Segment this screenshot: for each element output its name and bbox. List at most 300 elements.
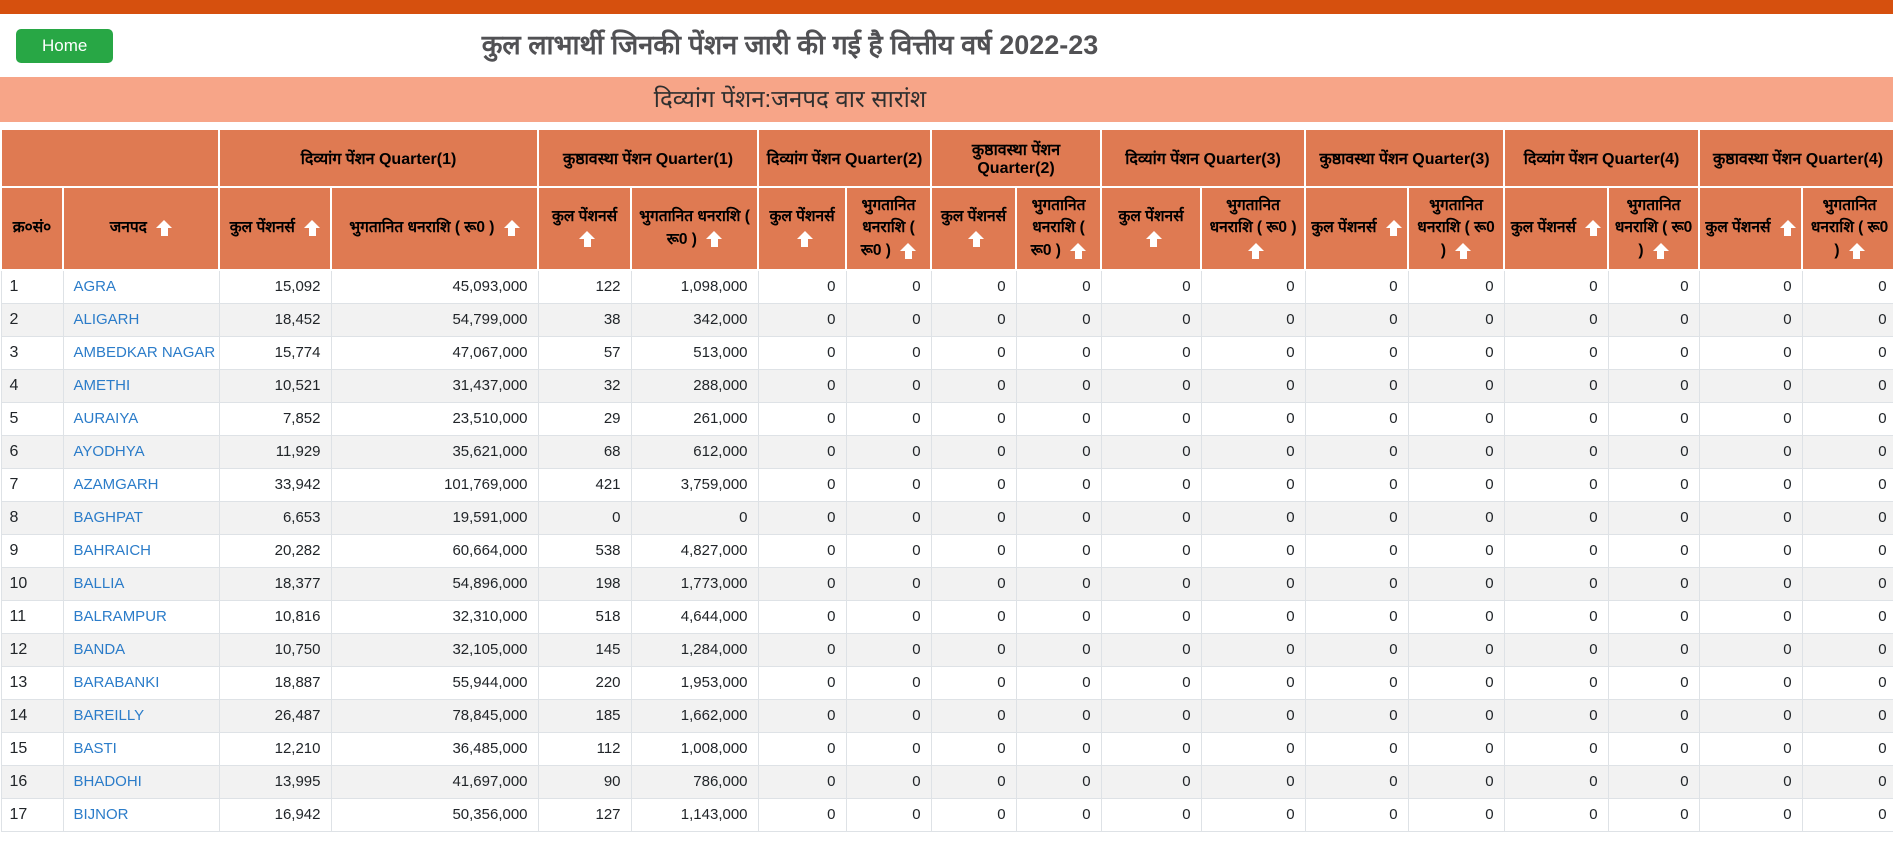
value-cell: 0 bbox=[931, 633, 1016, 666]
serial-cell: 8 bbox=[1, 501, 63, 534]
district-cell bbox=[63, 732, 219, 765]
serial-cell: 2 bbox=[1, 303, 63, 336]
value-cell: 26,487 bbox=[219, 699, 331, 732]
district-cell bbox=[63, 402, 219, 435]
value-cell: 19,591,000 bbox=[331, 501, 538, 534]
value-cell: 0 bbox=[1699, 765, 1802, 798]
value-cell: 185 bbox=[538, 699, 631, 732]
value-cell: 0 bbox=[1699, 600, 1802, 633]
value-cell: 0 bbox=[1504, 303, 1608, 336]
group-header-quarter-5: दिव्यांग पेंशन Quarter(3) bbox=[1101, 129, 1305, 187]
value-cell: 0 bbox=[1408, 270, 1504, 303]
value-cell: 0 bbox=[1802, 501, 1893, 534]
sort-arrow-icon bbox=[706, 231, 722, 247]
value-cell: 0 bbox=[1608, 534, 1699, 567]
value-cell: 18,887 bbox=[219, 666, 331, 699]
value-cell: 18,452 bbox=[219, 303, 331, 336]
value-cell: 36,485,000 bbox=[331, 732, 538, 765]
value-cell: 0 bbox=[758, 732, 846, 765]
value-cell: 0 bbox=[846, 270, 931, 303]
value-cell: 0 bbox=[1408, 402, 1504, 435]
value-cell: 0 bbox=[1504, 765, 1608, 798]
sort-arrow-icon bbox=[797, 231, 813, 247]
value-cell: 0 bbox=[1699, 666, 1802, 699]
group-header-quarter-7: दिव्यांग पेंशन Quarter(4) bbox=[1504, 129, 1699, 187]
value-cell: 0 bbox=[1408, 633, 1504, 666]
value-cell: 0 bbox=[1699, 336, 1802, 369]
sort-arrow-icon bbox=[579, 231, 595, 247]
value-cell: 23,510,000 bbox=[331, 402, 538, 435]
table-row bbox=[1, 369, 1893, 402]
value-cell: 0 bbox=[1504, 798, 1608, 831]
value-cell: 1,284,000 bbox=[631, 633, 758, 666]
value-cell: 0 bbox=[1408, 534, 1504, 567]
table-row bbox=[1, 534, 1893, 567]
value-cell: 0 bbox=[1699, 402, 1802, 435]
value-cell: 0 bbox=[1201, 435, 1305, 468]
table-row bbox=[1, 468, 1893, 501]
value-cell: 612,000 bbox=[631, 435, 758, 468]
col-header-amount-4[interactable]: भुगतानित धनराशि ( रू0 ) bbox=[1016, 187, 1101, 270]
col-header-pensioners-8[interactable]: कुल पेंशनर्स bbox=[1699, 187, 1802, 270]
value-cell: 0 bbox=[1699, 501, 1802, 534]
value-cell: 0 bbox=[1408, 336, 1504, 369]
value-cell: 0 bbox=[1305, 435, 1408, 468]
value-cell: 0 bbox=[1201, 798, 1305, 831]
value-cell: 0 bbox=[1504, 534, 1608, 567]
value-cell: 0 bbox=[931, 501, 1016, 534]
district-link[interactable]: BAHRAICH bbox=[73, 542, 152, 559]
value-cell: 0 bbox=[1201, 765, 1305, 798]
table-row bbox=[1, 567, 1893, 600]
serial-cell: 11 bbox=[1, 600, 63, 633]
value-cell: 198 bbox=[538, 567, 631, 600]
value-cell: 0 bbox=[1408, 798, 1504, 831]
value-cell: 0 bbox=[1016, 732, 1101, 765]
value-cell: 0 bbox=[1802, 798, 1893, 831]
value-cell: 47,067,000 bbox=[331, 336, 538, 369]
value-cell: 101,769,000 bbox=[331, 468, 538, 501]
value-cell: 0 bbox=[1802, 435, 1893, 468]
value-cell: 0 bbox=[1802, 765, 1893, 798]
value-cell: 0 bbox=[1802, 534, 1893, 567]
value-cell: 0 bbox=[1016, 435, 1101, 468]
value-cell: 4,827,000 bbox=[631, 534, 758, 567]
value-cell: 68 bbox=[538, 435, 631, 468]
value-cell: 15,092 bbox=[219, 270, 331, 303]
table-row bbox=[1, 666, 1893, 699]
value-cell: 0 bbox=[1699, 303, 1802, 336]
value-cell: 0 bbox=[846, 336, 931, 369]
value-cell: 31,437,000 bbox=[331, 369, 538, 402]
value-cell: 7,852 bbox=[219, 402, 331, 435]
value-cell: 0 bbox=[931, 600, 1016, 633]
value-cell: 0 bbox=[1101, 369, 1201, 402]
value-cell: 122 bbox=[538, 270, 631, 303]
value-cell: 32,310,000 bbox=[331, 600, 538, 633]
district-cell bbox=[63, 699, 219, 732]
value-cell: 0 bbox=[758, 402, 846, 435]
sort-arrow-icon bbox=[900, 243, 916, 259]
value-cell: 50,356,000 bbox=[331, 798, 538, 831]
value-cell: 0 bbox=[1016, 567, 1101, 600]
value-cell: 0 bbox=[846, 732, 931, 765]
value-cell: 0 bbox=[846, 666, 931, 699]
district-link[interactable]: BALRAMPUR bbox=[73, 608, 167, 625]
corner-header-cell bbox=[1, 129, 219, 187]
value-cell: 1,098,000 bbox=[631, 270, 758, 303]
value-cell: 0 bbox=[758, 534, 846, 567]
value-cell: 0 bbox=[1408, 501, 1504, 534]
table-row bbox=[1, 501, 1893, 534]
district-cell bbox=[63, 534, 219, 567]
sort-arrow-icon bbox=[1386, 220, 1402, 236]
value-cell: 0 bbox=[1608, 303, 1699, 336]
col-header-amount-5[interactable]: भुगतानित धनराशि ( रू0 ) bbox=[1201, 187, 1305, 270]
value-cell: 342,000 bbox=[631, 303, 758, 336]
col-header-pensioners-6[interactable]: कुल पेंशनर्स bbox=[1305, 187, 1408, 270]
value-cell: 0 bbox=[1201, 303, 1305, 336]
value-cell: 0 bbox=[1802, 567, 1893, 600]
value-cell: 0 bbox=[1699, 534, 1802, 567]
value-cell: 0 bbox=[1305, 699, 1408, 732]
value-cell: 0 bbox=[1802, 633, 1893, 666]
col-header-amount-7[interactable]: भुगतानित धनराशि ( रू0 ) bbox=[1608, 187, 1699, 270]
value-cell: 0 bbox=[1608, 732, 1699, 765]
value-cell: 0 bbox=[1408, 369, 1504, 402]
value-cell: 11,929 bbox=[219, 435, 331, 468]
district-link[interactable]: AZAMGARH bbox=[73, 476, 159, 493]
value-cell: 38 bbox=[538, 303, 631, 336]
district-cell bbox=[63, 435, 219, 468]
col-header-amount-2[interactable]: भुगतानित धनराशि ( रू0 ) bbox=[631, 187, 758, 270]
table-row bbox=[1, 402, 1893, 435]
value-cell: 15,774 bbox=[219, 336, 331, 369]
value-cell: 0 bbox=[1504, 402, 1608, 435]
value-cell: 0 bbox=[1101, 303, 1201, 336]
value-cell: 0 bbox=[1802, 336, 1893, 369]
group-header-quarter-1: दिव्यांग पेंशन Quarter(1) bbox=[219, 129, 538, 187]
table-row bbox=[1, 732, 1893, 765]
page-title: कुल लाभार्थी जिनकी पेंशन जारी की गई है वित्तीय वर्ष 2022-23 bbox=[481, 30, 1099, 60]
value-cell: 0 bbox=[1802, 402, 1893, 435]
value-cell: 0 bbox=[1101, 633, 1201, 666]
value-cell: 0 bbox=[931, 567, 1016, 600]
value-cell: 0 bbox=[846, 765, 931, 798]
value-cell: 0 bbox=[1305, 600, 1408, 633]
value-cell: 0 bbox=[1016, 468, 1101, 501]
value-cell: 0 bbox=[1504, 732, 1608, 765]
value-cell: 0 bbox=[1802, 369, 1893, 402]
value-cell: 0 bbox=[1408, 468, 1504, 501]
value-cell: 0 bbox=[1802, 303, 1893, 336]
col-header-amount-1[interactable]: भुगतानित धनराशि ( रू0 ) bbox=[331, 187, 538, 270]
value-cell: 0 bbox=[1408, 666, 1504, 699]
subtitle-band bbox=[0, 77, 1893, 122]
value-cell: 0 bbox=[1608, 435, 1699, 468]
serial-cell: 14 bbox=[1, 699, 63, 732]
value-cell: 0 bbox=[1608, 402, 1699, 435]
col-header-pensioners-4[interactable]: कुल पेंशनर्स bbox=[931, 187, 1016, 270]
value-cell: 0 bbox=[1699, 369, 1802, 402]
value-cell: 0 bbox=[1201, 534, 1305, 567]
value-cell: 1,773,000 bbox=[631, 567, 758, 600]
value-cell: 0 bbox=[1608, 633, 1699, 666]
value-cell: 0 bbox=[1608, 567, 1699, 600]
value-cell: 0 bbox=[758, 270, 846, 303]
value-cell: 0 bbox=[1016, 402, 1101, 435]
sort-arrow-icon bbox=[304, 220, 320, 236]
value-cell: 6,653 bbox=[219, 501, 331, 534]
district-link[interactable]: AGRA bbox=[73, 278, 117, 296]
value-cell: 0 bbox=[1408, 303, 1504, 336]
value-cell: 0 bbox=[1504, 666, 1608, 699]
district-link[interactable]: ALIGARH bbox=[73, 311, 140, 328]
value-cell: 0 bbox=[1802, 600, 1893, 633]
value-cell: 513,000 bbox=[631, 336, 758, 369]
value-cell: 60,664,000 bbox=[331, 534, 538, 567]
col-header-pensioners-5[interactable]: कुल पेंशनर्स bbox=[1101, 187, 1201, 270]
value-cell: 0 bbox=[1101, 798, 1201, 831]
table-row bbox=[1, 699, 1893, 732]
table-row bbox=[1, 633, 1893, 666]
value-cell: 0 bbox=[1101, 765, 1201, 798]
sort-arrow-icon bbox=[504, 220, 520, 236]
value-cell: 0 bbox=[758, 666, 846, 699]
value-cell: 0 bbox=[1608, 501, 1699, 534]
value-cell: 0 bbox=[1608, 699, 1699, 732]
serial-cell: 10 bbox=[1, 567, 63, 600]
value-cell: 0 bbox=[931, 765, 1016, 798]
value-cell: 0 bbox=[1016, 765, 1101, 798]
sort-arrow-icon bbox=[1585, 220, 1601, 236]
value-cell: 0 bbox=[758, 501, 846, 534]
value-cell: 32,105,000 bbox=[331, 633, 538, 666]
pension-table-wrap bbox=[0, 128, 1893, 832]
value-cell: 0 bbox=[931, 732, 1016, 765]
value-cell: 0 bbox=[1699, 732, 1802, 765]
value-cell: 0 bbox=[758, 336, 846, 369]
col-header-pensioners-3[interactable]: कुल पेंशनर्स bbox=[758, 187, 846, 270]
value-cell: 1,008,000 bbox=[631, 732, 758, 765]
sort-arrow-icon bbox=[1070, 243, 1086, 259]
value-cell: 41,697,000 bbox=[331, 765, 538, 798]
value-cell: 0 bbox=[846, 501, 931, 534]
value-cell: 0 bbox=[1016, 369, 1101, 402]
value-cell: 288,000 bbox=[631, 369, 758, 402]
value-cell: 0 bbox=[1608, 270, 1699, 303]
value-cell: 0 bbox=[1802, 270, 1893, 303]
value-cell: 0 bbox=[1016, 600, 1101, 633]
value-cell: 127 bbox=[538, 798, 631, 831]
value-cell: 16,942 bbox=[219, 798, 331, 831]
district-cell bbox=[63, 666, 219, 699]
value-cell: 0 bbox=[1305, 369, 1408, 402]
value-cell: 0 bbox=[931, 435, 1016, 468]
serial-cell: 6 bbox=[1, 435, 63, 468]
district-cell bbox=[63, 633, 219, 666]
page-subtitle: दिव्यांग पेंशन:जनपद वार सारांश bbox=[653, 86, 927, 113]
district-link[interactable]: BAGHPAT bbox=[73, 509, 143, 526]
value-cell: 18,377 bbox=[219, 567, 331, 600]
group-header-quarter-6: कुष्ठावस्था पेंशन Quarter(3) bbox=[1305, 129, 1504, 187]
value-cell: 0 bbox=[1101, 666, 1201, 699]
value-cell: 0 bbox=[1608, 336, 1699, 369]
district-link[interactable]: BARABANKI bbox=[73, 674, 160, 691]
district-cell bbox=[63, 336, 219, 369]
table-row bbox=[1, 270, 1893, 303]
value-cell: 0 bbox=[1305, 798, 1408, 831]
value-cell: 0 bbox=[1699, 567, 1802, 600]
value-cell: 0 bbox=[1305, 534, 1408, 567]
group-header-quarter-3: दिव्यांग पेंशन Quarter(2) bbox=[758, 129, 931, 187]
value-cell: 54,799,000 bbox=[331, 303, 538, 336]
value-cell: 54,896,000 bbox=[331, 567, 538, 600]
value-cell: 0 bbox=[758, 765, 846, 798]
value-cell: 145 bbox=[538, 633, 631, 666]
value-cell: 0 bbox=[846, 600, 931, 633]
value-cell: 0 bbox=[1802, 666, 1893, 699]
serial-cell: 7 bbox=[1, 468, 63, 501]
value-cell: 0 bbox=[1201, 402, 1305, 435]
value-cell: 0 bbox=[1101, 699, 1201, 732]
table-row bbox=[1, 336, 1893, 369]
value-cell: 0 bbox=[1699, 270, 1802, 303]
value-cell: 0 bbox=[1504, 501, 1608, 534]
value-cell: 0 bbox=[1699, 699, 1802, 732]
value-cell: 0 bbox=[1305, 468, 1408, 501]
col-header-amount-6[interactable]: भुगतानित धनराशि ( रू0 ) bbox=[1408, 187, 1504, 270]
district-link[interactable]: BASTI bbox=[73, 740, 117, 757]
value-cell: 0 bbox=[846, 303, 931, 336]
value-cell: 0 bbox=[1504, 270, 1608, 303]
value-cell: 0 bbox=[1699, 468, 1802, 501]
value-cell: 0 bbox=[1101, 567, 1201, 600]
district-link[interactable]: BAREILLY bbox=[73, 707, 145, 724]
district-link[interactable]: AYODHYA bbox=[73, 443, 145, 460]
value-cell: 0 bbox=[931, 468, 1016, 501]
serial-cell: 3 bbox=[1, 336, 63, 369]
value-cell: 0 bbox=[1802, 732, 1893, 765]
district-link[interactable]: BHADOHI bbox=[73, 773, 142, 790]
serial-cell: 4 bbox=[1, 369, 63, 402]
value-cell: 0 bbox=[846, 534, 931, 567]
value-cell: 0 bbox=[1016, 798, 1101, 831]
district-link[interactable]: AURAIYA bbox=[73, 410, 139, 427]
sort-arrow-icon bbox=[1780, 220, 1796, 236]
district-link[interactable]: AMBEDKAR NAGAR bbox=[73, 344, 216, 361]
district-link[interactable]: AMETHI bbox=[73, 377, 131, 394]
value-cell: 220 bbox=[538, 666, 631, 699]
value-cell: 0 bbox=[931, 402, 1016, 435]
home-button[interactable]: Home bbox=[16, 29, 113, 63]
col-header-pensioners-7[interactable]: कुल पेंशनर्स bbox=[1504, 187, 1608, 270]
value-cell: 0 bbox=[1305, 303, 1408, 336]
value-cell: 0 bbox=[931, 534, 1016, 567]
value-cell: 57 bbox=[538, 336, 631, 369]
value-cell: 0 bbox=[1016, 534, 1101, 567]
value-cell: 0 bbox=[1201, 501, 1305, 534]
value-cell: 0 bbox=[846, 468, 931, 501]
serial-cell: 16 bbox=[1, 765, 63, 798]
serial-cell: 1 bbox=[1, 270, 63, 303]
col-header-district[interactable]: जनपद bbox=[63, 187, 219, 270]
value-cell: 0 bbox=[1802, 468, 1893, 501]
value-cell: 0 bbox=[1101, 336, 1201, 369]
value-cell: 0 bbox=[1608, 798, 1699, 831]
value-cell: 0 bbox=[1408, 435, 1504, 468]
district-cell bbox=[63, 501, 219, 534]
serial-cell: 17 bbox=[1, 798, 63, 831]
value-cell: 0 bbox=[846, 633, 931, 666]
value-cell: 32 bbox=[538, 369, 631, 402]
value-cell: 0 bbox=[1408, 699, 1504, 732]
value-cell: 261,000 bbox=[631, 402, 758, 435]
value-cell: 12,210 bbox=[219, 732, 331, 765]
sort-arrow-icon bbox=[1248, 243, 1264, 259]
value-cell: 0 bbox=[931, 369, 1016, 402]
value-cell: 0 bbox=[846, 798, 931, 831]
col-header-pensioners-2[interactable]: कुल पेंशनर्स bbox=[538, 187, 631, 270]
value-cell: 0 bbox=[758, 798, 846, 831]
value-cell: 518 bbox=[538, 600, 631, 633]
value-cell: 421 bbox=[538, 468, 631, 501]
serial-cell: 9 bbox=[1, 534, 63, 567]
value-cell: 0 bbox=[846, 567, 931, 600]
value-cell: 0 bbox=[846, 699, 931, 732]
value-cell: 0 bbox=[1305, 567, 1408, 600]
value-cell: 0 bbox=[1016, 303, 1101, 336]
district-link[interactable]: BANDA bbox=[73, 641, 126, 658]
value-cell: 0 bbox=[758, 369, 846, 402]
district-cell bbox=[63, 270, 219, 303]
value-cell: 0 bbox=[1201, 633, 1305, 666]
col-header-amount-3[interactable]: भुगतानित धनराशि ( रू0 ) bbox=[846, 187, 931, 270]
district-link[interactable]: BIJNOR bbox=[73, 806, 129, 823]
district-link[interactable]: BALLIA bbox=[73, 575, 125, 592]
value-cell: 10,816 bbox=[219, 600, 331, 633]
value-cell: 0 bbox=[1608, 468, 1699, 501]
sort-arrow-icon bbox=[1653, 243, 1669, 259]
value-cell: 0 bbox=[846, 435, 931, 468]
value-cell: 0 bbox=[1201, 666, 1305, 699]
value-cell: 0 bbox=[758, 435, 846, 468]
value-cell: 0 bbox=[758, 699, 846, 732]
value-cell: 0 bbox=[1504, 567, 1608, 600]
value-cell: 0 bbox=[538, 501, 631, 534]
value-cell: 0 bbox=[1504, 336, 1608, 369]
value-cell: 0 bbox=[1408, 600, 1504, 633]
col-header-serial[interactable]: क्र०सं० bbox=[1, 187, 63, 270]
serial-cell: 5 bbox=[1, 402, 63, 435]
value-cell: 0 bbox=[1101, 501, 1201, 534]
serial-cell: 12 bbox=[1, 633, 63, 666]
col-header-amount-8[interactable]: भुगतानित धनराशि ( रू0 ) bbox=[1802, 187, 1893, 270]
value-cell: 0 bbox=[1305, 666, 1408, 699]
value-cell: 0 bbox=[1016, 666, 1101, 699]
value-cell: 0 bbox=[1201, 336, 1305, 369]
col-header-pensioners-1[interactable]: कुल पेंशनर्स bbox=[219, 187, 331, 270]
value-cell: 0 bbox=[1408, 567, 1504, 600]
value-cell: 0 bbox=[1802, 699, 1893, 732]
value-cell: 10,750 bbox=[219, 633, 331, 666]
value-cell: 3,759,000 bbox=[631, 468, 758, 501]
value-cell: 20,282 bbox=[219, 534, 331, 567]
value-cell: 0 bbox=[1201, 699, 1305, 732]
value-cell: 0 bbox=[846, 402, 931, 435]
sort-arrow-icon bbox=[1849, 243, 1865, 259]
value-cell: 0 bbox=[1504, 600, 1608, 633]
